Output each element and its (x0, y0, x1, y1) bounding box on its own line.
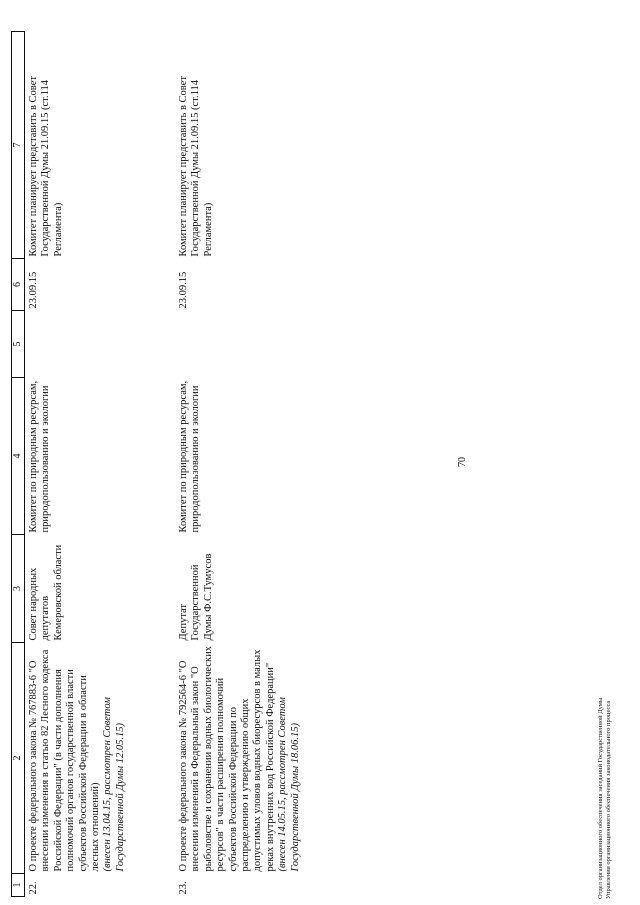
column-header: 7 (12, 32, 25, 259)
column-header: 3 (12, 535, 25, 643)
row-number: 23. (178, 881, 189, 895)
date-cell: 23.09.15 (28, 271, 39, 309)
author-cell: Депутат Государственной Думы Ф.С.Тумусов (178, 553, 214, 641)
col5-cell (178, 311, 302, 378)
bill-title: О проекте федерального закона № 792564-6 "О внесении изменений в Федеральный закон "О рыболовстве и сохранении водных биологических ресурсов" в части расширения полномочий субъектов Российской Федерации по распределению и утверждению общих допустимых уловов водных биоресурсов в малых реках внутренних вод Российской Федерации" (178, 646, 276, 872)
column-header: 4 (12, 378, 25, 535)
status-cell: Комитет планирует представить в Совет Государственной Думы 21.09.15 (ст.114 Регламента) (28, 76, 64, 257)
status-cell: Комитет планирует представить в Совет Государственной Думы 21.09.15 (ст.114 Регламента) (178, 76, 214, 257)
footer (597, 698, 613, 899)
date-cell: 23.09.15 (178, 271, 189, 309)
author-cell: Совет народных депутатов Кемеровской области (28, 544, 64, 641)
footer-line: Отдел организационного обеспечения заседаний Государственной Думы (597, 697, 604, 899)
column-header: 1 (12, 874, 25, 897)
bills-table (11, 31, 302, 897)
bill-cell (28, 643, 178, 874)
bill-cell (178, 643, 302, 874)
footer-line: Управления организационного обеспечения законодательного процесса (605, 700, 612, 899)
bill-note: (внесен 14.05.15, рассмотрен Советом Государственной Думы 18.06.15) (277, 697, 301, 872)
committee-cell: Комитет по природным ресурсам, природопользованию и экологии (178, 380, 202, 533)
bill-note: (внесен 13.04.15, рассмотрен Советом Государственной Думы 12.05.15) (102, 697, 126, 872)
column-header: 6 (12, 259, 25, 311)
row-number: 22. (28, 881, 39, 895)
column-header: 2 (12, 643, 25, 874)
col5-cell (28, 311, 178, 378)
committee-cell: Комитет по природным ресурсам, природопользованию и экологии (28, 380, 52, 533)
column-header: 5 (12, 311, 25, 378)
table-row (178, 32, 302, 897)
page-number: 70 (457, 457, 468, 467)
header-row (12, 32, 25, 897)
table-row (28, 32, 178, 897)
bill-title: О проекте федерального закона № 767883-6 "О внесении изменения в статью 82 Лесного кодекса Российской Федерации" (в части дополнения полномочий органов государственной власти субъектов Российской Федерации в области лесных отношений) (28, 649, 102, 872)
